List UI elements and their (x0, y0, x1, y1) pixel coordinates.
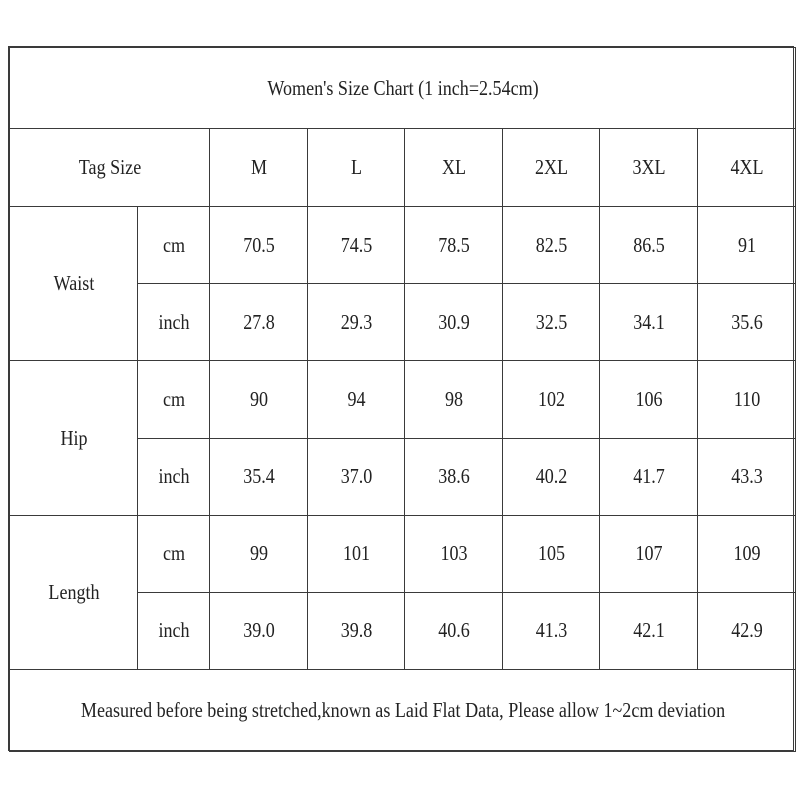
size-header-m: M (216, 129, 300, 207)
table-cell: 109 (704, 515, 788, 592)
measure-label-waist: Waist (18, 207, 128, 361)
table-cell: 70.5 (216, 207, 300, 284)
table-cell: 29.3 (314, 284, 397, 361)
footer-note: Measured before being stretched,known as Laid Flat Data, Please allow 1~2cm deviation (65, 669, 741, 751)
table-cell: 40.6 (411, 592, 495, 669)
table-cell: 91 (704, 207, 788, 284)
table-cell: 86.5 (606, 207, 690, 284)
table-cell: 42.9 (704, 592, 788, 669)
unit-label: cm (143, 361, 205, 438)
table-cell: 40.2 (509, 438, 592, 515)
unit-label: cm (143, 207, 205, 284)
table-cell: 32.5 (509, 284, 592, 361)
table-cell: 38.6 (411, 438, 495, 515)
table-cell: 41.7 (606, 438, 690, 515)
table-cell: 78.5 (411, 207, 495, 284)
table-cell: 102 (509, 361, 592, 438)
size-header-l: L (314, 129, 397, 207)
table-cell: 110 (704, 361, 788, 438)
measure-label-hip: Hip (18, 361, 128, 515)
table-cell: 90 (216, 361, 300, 438)
table-row (10, 515, 796, 592)
table-cell: 99 (216, 515, 300, 592)
table-row (10, 361, 796, 438)
table-cell: 94 (314, 361, 397, 438)
unit-label: cm (143, 515, 205, 592)
table-cell: 41.3 (509, 592, 592, 669)
table-cell: 98 (411, 361, 495, 438)
table-cell: 39.0 (216, 592, 300, 669)
table-cell: 101 (314, 515, 397, 592)
table-cell: 35.4 (216, 438, 300, 515)
unit-label: inch (143, 284, 205, 361)
size-chart (8, 46, 794, 751)
table-cell: 27.8 (216, 284, 300, 361)
table-cell: 34.1 (606, 284, 690, 361)
header-row (10, 129, 796, 207)
size-chart-table (9, 47, 796, 752)
size-header-2xl: 2XL (509, 129, 592, 207)
table-cell: 74.5 (314, 207, 397, 284)
table-cell: 106 (606, 361, 690, 438)
table-cell: 35.6 (704, 284, 788, 361)
size-header-4xl: 4XL (704, 129, 788, 207)
table-row (10, 207, 796, 284)
unit-label: inch (143, 592, 205, 669)
measure-label-length: Length (18, 515, 128, 669)
size-header-xl: XL (411, 129, 495, 207)
table-cell: 39.8 (314, 592, 397, 669)
size-header-3xl: 3XL (606, 129, 690, 207)
table-cell: 82.5 (509, 207, 592, 284)
table-cell: 43.3 (704, 438, 788, 515)
table-cell: 103 (411, 515, 495, 592)
table-cell: 42.1 (606, 592, 690, 669)
unit-label: inch (143, 438, 205, 515)
tag-size-label: Tag Size (24, 129, 196, 207)
table-cell: 107 (606, 515, 690, 592)
table-cell: 37.0 (314, 438, 397, 515)
chart-title: Women's Size Chart (1 inch=2.54cm) (65, 48, 741, 129)
table-cell: 105 (509, 515, 592, 592)
table-cell: 30.9 (411, 284, 495, 361)
